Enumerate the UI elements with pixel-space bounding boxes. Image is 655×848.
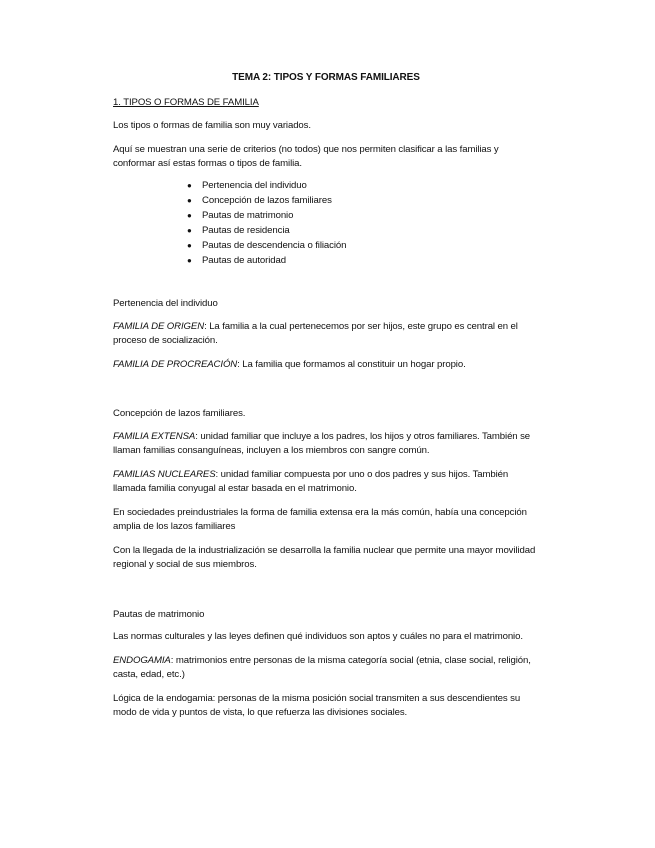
section-heading-tipos: 1. TIPOS O FORMAS DE FAMILIA <box>113 96 259 108</box>
definition-familia-origen: : La familia a la cual pertenecemos por ser hijos, este grupo es central en el proceso de socialización. <box>113 320 518 347</box>
intro-paragraph-1: Los tipos o formas de familia son muy variados. <box>113 120 311 131</box>
bullet-icon: ● <box>187 255 192 265</box>
document-content <box>113 71 543 730</box>
list-item-label: Pertenencia del individuo <box>202 179 307 191</box>
spacer <box>113 381 543 407</box>
list-item-label: Concepción de lazos familiares <box>202 194 332 206</box>
list-item-label: Pautas de matrimonio <box>202 209 294 221</box>
bullet-icon: ● <box>187 180 192 190</box>
term-endogamia: ENDOGAMIA <box>113 654 171 666</box>
list-item-label: Pautas de residencia <box>202 224 290 236</box>
definition-familias-nucleares: : unidad familiar compuesta por uno o dos padres y sus hijos. También llamada familia conyugal al estar basada en el matrimonio. <box>113 468 509 495</box>
bullet-icon: ● <box>187 195 192 205</box>
paragraph-preindustriales: En sociedades preindustriales la forma de familia extensa era la más común, había una concepción amplia de los lazos familiares <box>113 506 527 533</box>
paragraph-familia-origen <box>113 320 543 349</box>
subheading-matrimonio: Pautas de matrimonio <box>113 608 205 620</box>
definition-familia-procreacion: : La familia que formamos al constituir un hogar propio. <box>237 358 466 370</box>
criteria-list <box>185 179 543 269</box>
list-item <box>185 194 543 209</box>
bullet-icon: ● <box>187 210 192 220</box>
paragraph-normas: Las normas culturales y las leyes definen qué individuos son aptos y cuáles no para el matrimonio. <box>113 631 523 643</box>
list-item <box>185 209 543 224</box>
term-familia-origen: FAMILIA DE ORIGEN <box>113 320 205 332</box>
paragraph-familia-extensa <box>113 430 543 459</box>
bullet-icon: ● <box>187 225 192 235</box>
term-familias-nucleares: FAMILIAS NUCLEARES <box>113 468 216 480</box>
intro-paragraph-2: Aquí se muestran una serie de criterios (no todos) que nos permiten clasificar a las familias y conformar así estas formas o tipos de familia. <box>113 143 499 169</box>
subheading-concepcion: Concepción de lazos familiares. <box>113 408 246 420</box>
term-familia-procreacion: FAMILIA DE PROCREACIÓN <box>113 358 238 370</box>
paragraph-endogamia <box>113 654 543 683</box>
list-item-label: Pautas de autoridad <box>202 254 286 266</box>
term-familia-extensa: FAMILIA EXTENSA <box>113 430 196 442</box>
bullet-icon: ● <box>187 240 192 250</box>
paragraph-industrializacion: Con la llegada de la industrialización se desarrolla la familia nuclear que permite una mayor movilidad regional y social de sus miembros. <box>113 544 536 571</box>
spacer <box>113 269 543 297</box>
list-item <box>185 179 543 194</box>
list-item <box>185 239 543 254</box>
definition-endogamia: : matrimonios entre personas de la misma categoría social (etnia, clase social, religión, casta, edad, etc.) <box>113 654 531 681</box>
paragraph-familia-procreacion <box>113 358 543 373</box>
paragraph-familias-nucleares <box>113 468 543 497</box>
list-item <box>185 254 543 269</box>
document-title: TEMA 2: TIPOS Y FORMAS FAMILIARES <box>232 72 420 83</box>
paragraph-logica-endogamia: Lógica de la endogamia: personas de la misma posición social transmiten a sus descendientes su modo de vida y puntos de vista, lo que refuerza las divisiones sociales. <box>113 692 521 719</box>
subheading-pertenencia: Pertenencia del individuo <box>113 298 218 310</box>
definition-familia-extensa: : unidad familiar que incluye a los padres, los hijos y otros familiares. También se llaman familias consanguíneas, incluyen a los miembros con sangre común. <box>113 430 531 457</box>
spacer <box>113 582 543 608</box>
list-item-label: Pautas de descendencia o filiación <box>202 239 347 251</box>
list-item <box>185 224 543 239</box>
